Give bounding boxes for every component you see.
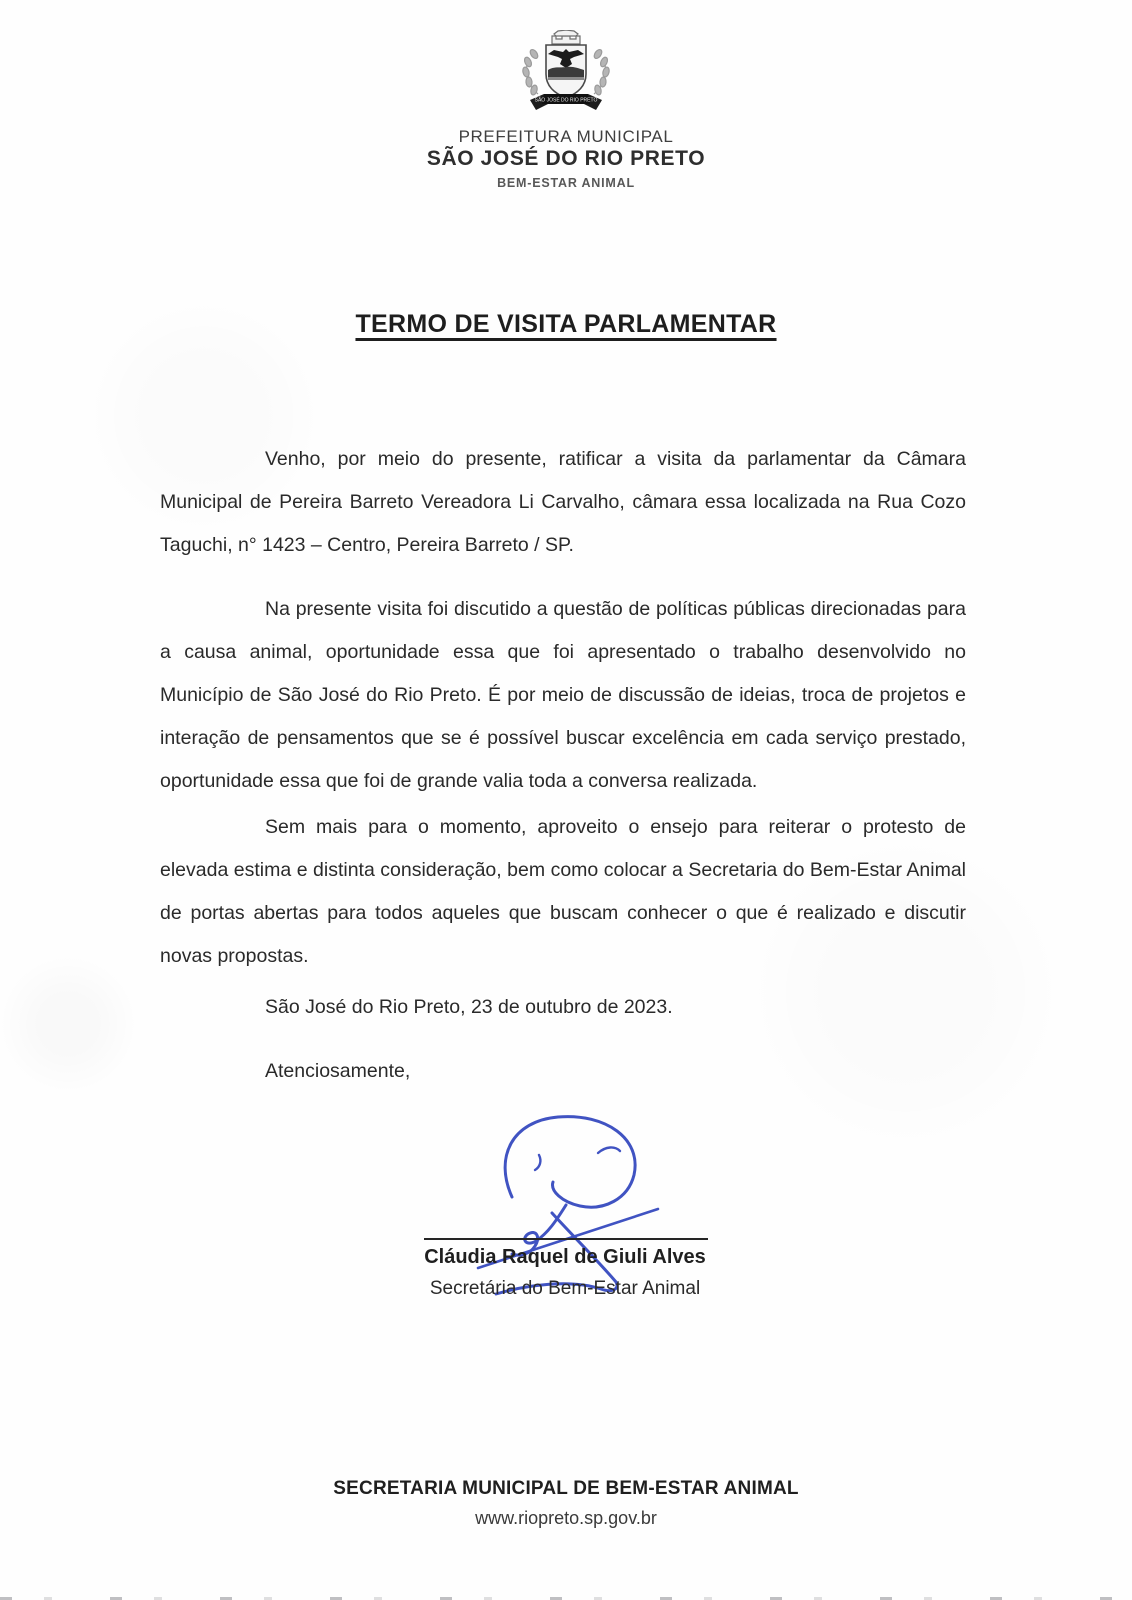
signer-role: Secretária do Bem-Estar Animal xyxy=(429,1278,701,1299)
paragraph-3: Sem mais para o momento, aproveito o ensejo para reiterar o protesto de elevada estima e distinta consideração, bem como colocar a Secretaria do Bem-Estar Animal de portas abertas para todos aqueles que buscam conhecer o que é realizado e discutir novas propostas. xyxy=(160,816,966,967)
closing-salutation: Atenciosamente, xyxy=(265,1060,411,1082)
footer-department: SECRETARIA MUNICIPAL DE BEM-ESTAR ANIMAL xyxy=(333,1478,799,1499)
footer-website: www.riopreto.sp.gov.br xyxy=(475,1508,657,1528)
handwritten-signature xyxy=(400,1095,730,1305)
letterhead-org: PREFEITURA MUNICIPAL xyxy=(458,127,674,146)
signature-line xyxy=(424,1238,708,1240)
date-line: São José do Rio Preto, 23 de outubro de 2023. xyxy=(265,996,673,1018)
letterhead xyxy=(0,30,1132,192)
paragraph-2: Na presente visita foi discutido a questão de políticas públicas direcionadas para a causa animal, oportunidade essa que foi apresentado o trabalho desenvolvido no Município de São José do Rio Preto. É por meio de discussão de ideias, troca de projetos e interação de pensamentos que se é possível buscar excelência em cada serviço prestado, oportunidade essa que foi de grande valia toda a conversa realizada. xyxy=(160,598,966,792)
document-title: TERMO DE VISITA PARLAMENTAR xyxy=(355,310,777,338)
banner-ribbon xyxy=(530,94,602,110)
letterhead-city: SÃO JOSÉ DO RIO PRETO xyxy=(426,147,706,170)
crown-icon xyxy=(552,30,580,44)
signer-name: Cláudia Raquel de Giuli Alves xyxy=(424,1246,706,1268)
banner-text: SÃO JOSÉ DO RIO PRETO xyxy=(534,97,598,104)
letterhead-dept: BEM-ESTAR ANIMAL xyxy=(497,176,635,190)
paragraph-1: Venho, por meio do presente, ratificar a visita da parlamentar da Câmara Municipal de Pereira Barreto Vereadora Li Carvalho, câmara essa localizada na Rua Cozo Taguchi, n° 1423 – Centro, Pereira Barreto / SP. xyxy=(160,448,966,556)
municipal-coat-of-arms-logo xyxy=(500,30,632,122)
